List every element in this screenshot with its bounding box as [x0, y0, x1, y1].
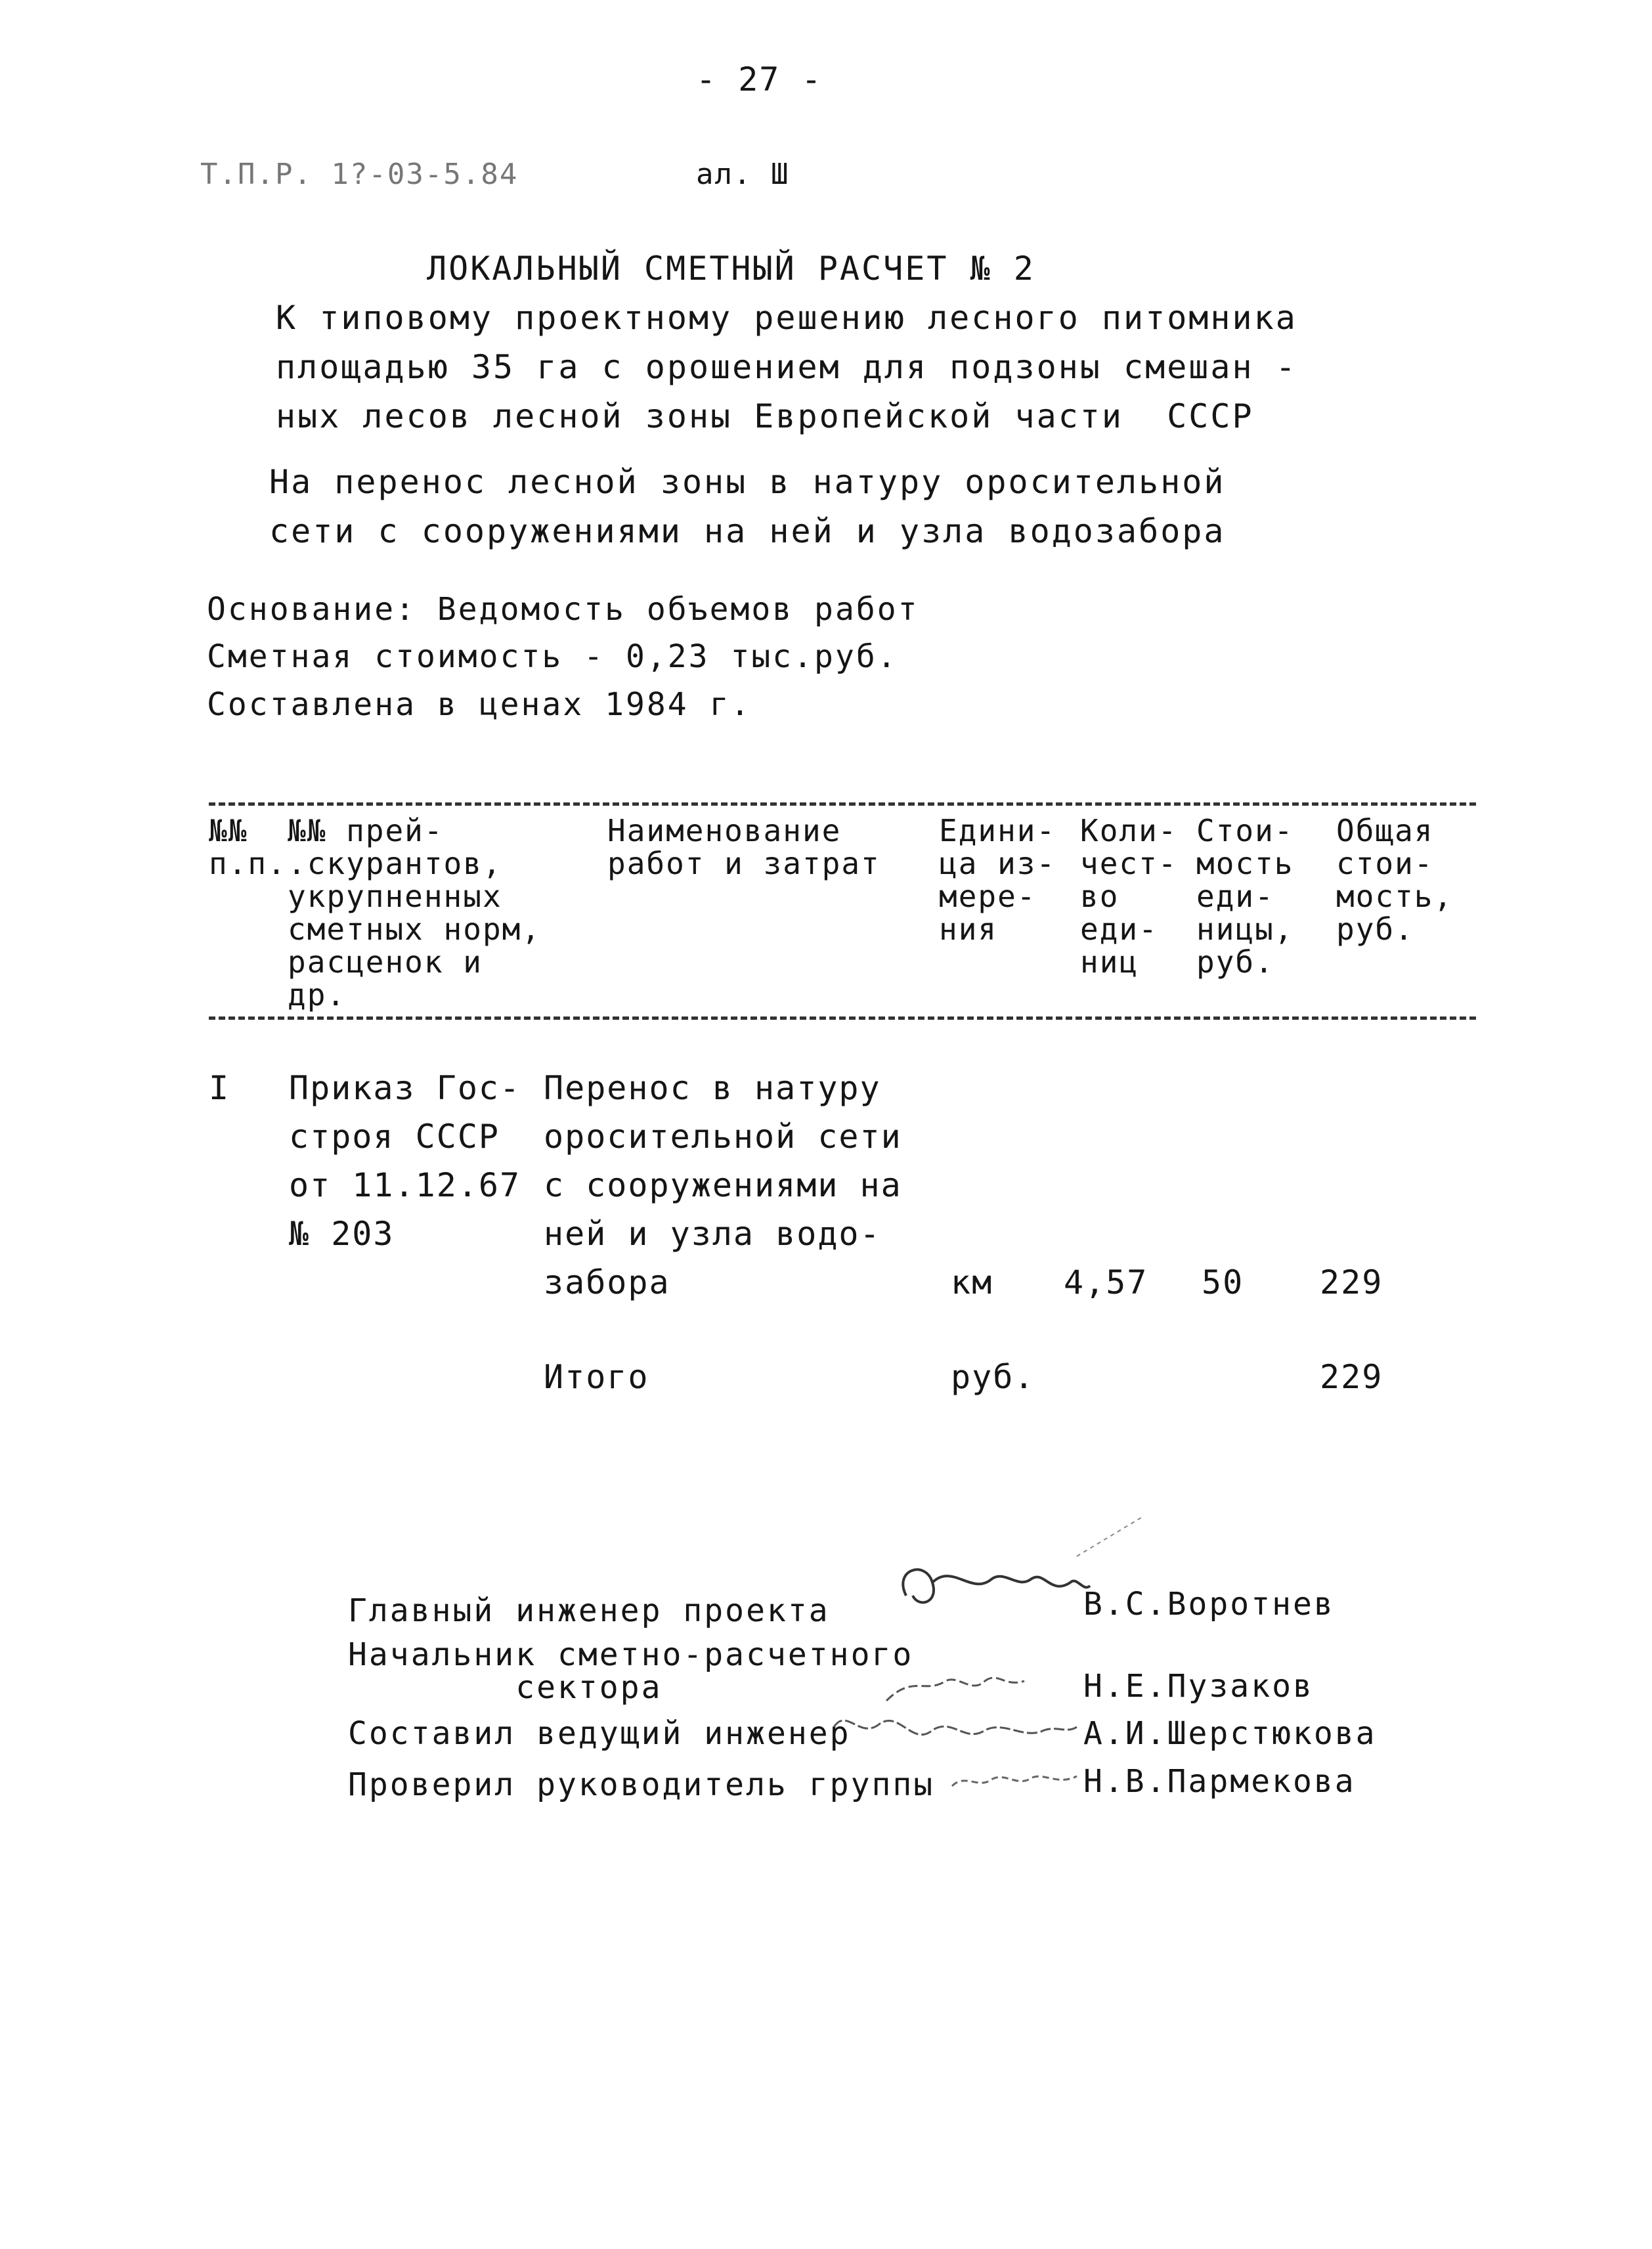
document-code: Т.П.Р. 1?-03-5.84	[200, 158, 519, 191]
header-num: №№ п.п.	[209, 813, 287, 881]
signature-position-2: Начальник сметно-расчетного сектора	[348, 1636, 914, 1706]
header-price-list: №№ прей- .скурантов, укрупненных сметных норм, расценок и др.	[288, 813, 542, 1013]
signature-position-3: Составил ведущий инженер	[348, 1715, 851, 1752]
row-num: I	[209, 1069, 230, 1107]
row-unit-cost: 50	[1202, 1263, 1244, 1301]
signature-scribble-4	[946, 1760, 1083, 1799]
signature-name-4: Н.В.Пармекова	[1083, 1763, 1356, 1800]
subtitle-line-1: К типовому проектному решению лесного питомника	[276, 299, 1297, 337]
signature-name-3: А.И.Шерстюкова	[1083, 1715, 1377, 1752]
signature-name-1: В.С.Воротнев	[1083, 1586, 1335, 1623]
work-line-2: сети с сооружениями на ней и узла водозабора	[269, 512, 1226, 550]
price-year-line: Составлена в ценах 1984 г.	[207, 686, 752, 723]
row-qty: 4,57	[1064, 1263, 1148, 1301]
header-unit: Едини- ца из- мере- ния	[939, 813, 1056, 947]
row-unit: км	[951, 1263, 993, 1301]
header-qty: Коли- чест- во еди- ниц	[1080, 813, 1178, 980]
signature-scribble-3	[821, 1701, 1083, 1760]
work-line-1: На перенос лесной зоны в натуру оросительной	[269, 463, 1226, 501]
page-number: - 27 -	[696, 60, 823, 98]
total-unit: руб.	[951, 1358, 1035, 1396]
estimated-cost-line: Сметная стоимость - 0,23 тыс.руб.	[207, 638, 898, 675]
album-label: ал. Ш	[696, 158, 790, 191]
signature-scribble-1	[880, 1497, 1156, 1642]
header-unit-cost: Стои- мость еди- ницы, руб.	[1196, 813, 1294, 980]
table-top-rule	[209, 802, 1476, 806]
header-name: Наименование работ и затрат	[607, 813, 880, 881]
basis-line: Основание: Ведомость объемов работ	[207, 591, 919, 628]
subtitle-line-2: площадью 35 га с орошением для подзоны смешан -	[276, 348, 1297, 386]
signature-position-1: Главный инженер проекта	[348, 1592, 830, 1629]
signature-position-4: Проверил руководитель группы	[348, 1766, 935, 1803]
row-work-name: Перенос в натуру оросительной сети с сооружениями на ней и узла водо- забора	[544, 1069, 902, 1301]
total-label: Итого	[544, 1358, 649, 1396]
header-total: Общая стои- мость, руб.	[1336, 813, 1454, 947]
table-header-rule	[209, 1016, 1476, 1020]
row-total: 229	[1320, 1263, 1383, 1301]
document-title: ЛОКАЛЬНЫЙ СМЕТНЫЙ РАСЧЕТ № 2	[427, 250, 1035, 288]
row-price-list: Приказ Гос- строя СССР от 11.12.67 № 203	[289, 1069, 521, 1253]
subtitle-line-3: ных лесов лесной зоны Европейской части СССР	[276, 397, 1254, 435]
signature-name-2: Н.Е.Пузаков	[1083, 1668, 1314, 1705]
total-value: 229	[1320, 1358, 1383, 1396]
